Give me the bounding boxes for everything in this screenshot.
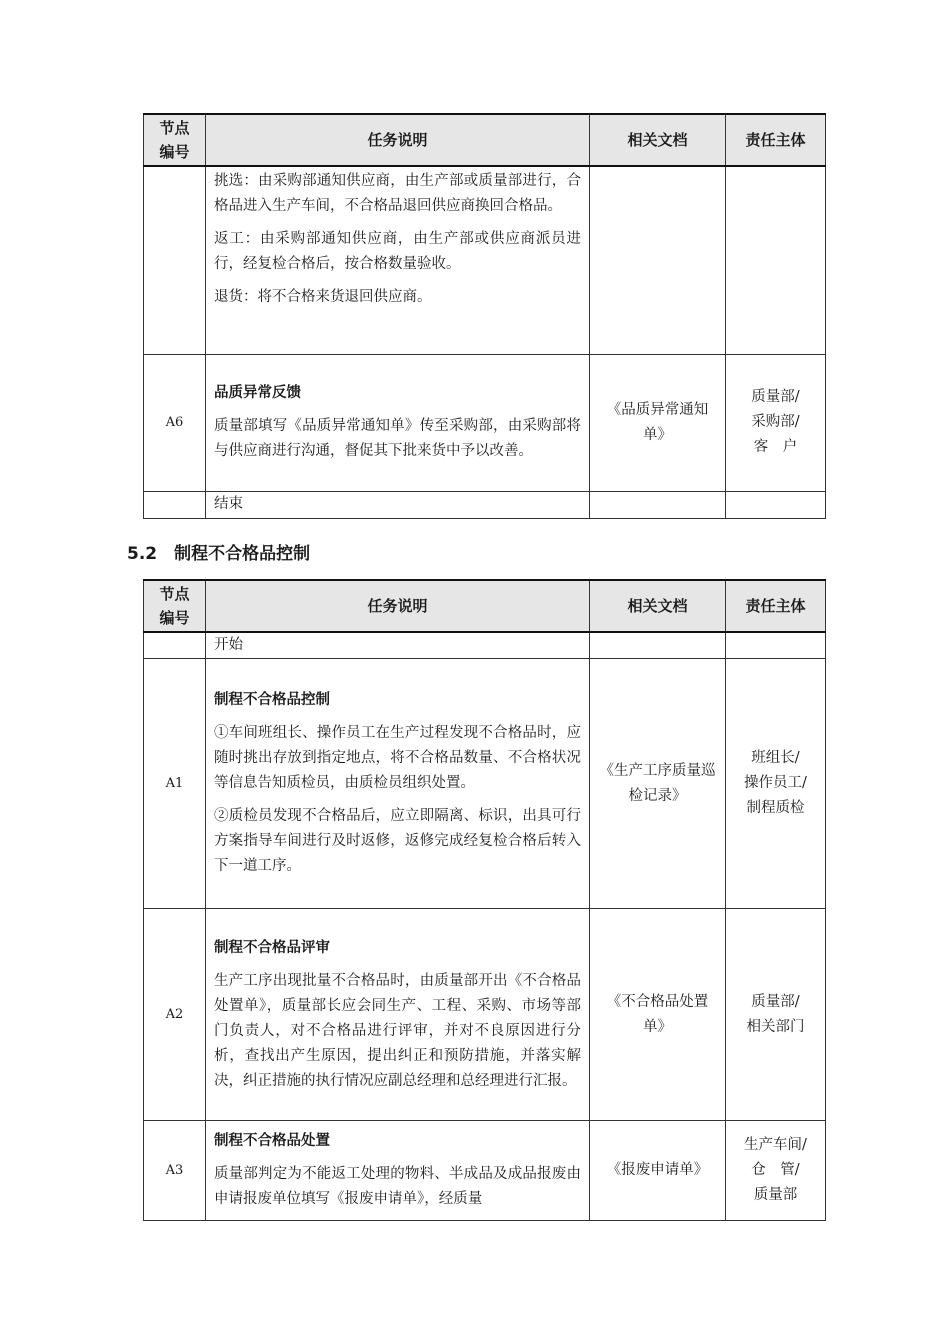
- header-node-id: 节点 编号: [144, 114, 206, 166]
- task-description: [206, 909, 590, 1121]
- node-id: [144, 491, 206, 518]
- related-doc: [590, 166, 726, 354]
- task-paragraph: 退货：将不合格来货退回供应商。: [214, 289, 432, 305]
- task-description: [206, 491, 590, 518]
- task-description: [206, 659, 590, 909]
- table-row: [144, 1121, 826, 1221]
- table-header-row: [144, 580, 826, 632]
- table-row: [144, 354, 826, 491]
- table-row: [144, 166, 826, 354]
- task-paragraph: 开始: [214, 637, 243, 653]
- responsible-party: [726, 632, 826, 659]
- task-paragraph: 结束: [214, 496, 243, 512]
- task-paragraph: 挑选：由采购部通知供应商，由生产部或质量部进行，合格品进入生产车间，不合格品退回供应商换回合格品。: [214, 173, 581, 214]
- table-row: [144, 659, 826, 909]
- header-responsible-party: 责任主体: [726, 114, 826, 166]
- task-paragraph: 生产工序出现批量不合格品时，由质量部开出《不合格品处置单》，质量部长应会同生产、工程、采购、市场等部门负责人，对不合格品进行评审，并对不良原因进行分析，查找出产生原因，提出纠正和预防措施，并落实解决，纠正措施的执行情况应副总经理和总经理进行汇报。: [214, 972, 581, 1089]
- process-table-in-process: [143, 579, 826, 1221]
- task-paragraph: 质量部填写《品质异常通知单》传至采购部，由采购部将与供应商进行沟通，督促其下批来货中予以改善。: [214, 418, 581, 459]
- task-paragraph: 质量部判定为不能返工处理的物料、半成品及成品报废由申请报废单位填写《报废申请单》，经质量: [214, 1166, 581, 1207]
- table-row: [144, 632, 826, 659]
- task-description: [206, 166, 590, 354]
- related-doc: 《品质异常通知单》: [590, 354, 726, 491]
- related-doc: 《报废申请单》: [590, 1121, 726, 1221]
- task-description: [206, 354, 590, 491]
- step-title: 制程不合格品评审: [214, 939, 330, 956]
- task-paragraph: ①车间班组长、操作员工在生产过程发现不合格品时，应随时挑出存放到指定地点，将不合格品数量、不合格状况等信息告知质检员，由质检员组织处置。: [214, 725, 581, 791]
- responsible-party: [726, 491, 826, 518]
- responsible-party: 质量部/ 相关部门: [726, 909, 826, 1121]
- process-table-incoming: [143, 113, 826, 519]
- table-row: [144, 491, 826, 518]
- responsible-party: [726, 166, 826, 354]
- responsible-party: 生产车间/ 仓 管/ 质量部: [726, 1121, 826, 1221]
- task-paragraph: 返工：由采购部通知供应商，由生产部或供应商派员进行，经复检合格后，按合格数量验收。: [214, 231, 581, 272]
- node-id: A2: [144, 909, 206, 1121]
- related-doc: [590, 491, 726, 518]
- task-description: [206, 632, 590, 659]
- node-id: [144, 632, 206, 659]
- node-id: A6: [144, 354, 206, 491]
- node-id: A3: [144, 1121, 206, 1221]
- node-id: A1: [144, 659, 206, 909]
- task-paragraph: ②质检员发现不合格品后，应立即隔离、标识，出具可行方案指导车间进行及时返修，返修完成经复检合格后转入下一道工序。: [214, 808, 581, 874]
- related-doc: 《生产工序质量巡检记录》: [590, 659, 726, 909]
- node-id: [144, 166, 206, 354]
- table-header-row: [144, 114, 826, 166]
- header-related-docs: 相关文档: [590, 114, 726, 166]
- responsible-party: 质量部/ 采购部/ 客 户: [726, 354, 826, 491]
- related-doc: [590, 632, 726, 659]
- header-node-id: 节点 编号: [144, 580, 206, 632]
- section-heading: 5.2 制程不合格品控制: [127, 544, 311, 564]
- related-doc: 《不合格品处置单》: [590, 909, 726, 1121]
- header-responsible-party: 责任主体: [726, 580, 826, 632]
- table-row: [144, 909, 826, 1121]
- task-description: [206, 1121, 590, 1221]
- step-title: 品质异常反馈: [214, 385, 301, 401]
- header-task-description: 任务说明: [206, 114, 590, 166]
- step-title: 制程不合格品处置: [214, 1133, 330, 1149]
- responsible-party: 班组长/ 操作员工/ 制程质检: [726, 659, 826, 909]
- header-task-description: 任务说明: [206, 580, 590, 632]
- header-related-docs: 相关文档: [590, 580, 726, 632]
- step-title: 制程不合格品控制: [214, 692, 330, 708]
